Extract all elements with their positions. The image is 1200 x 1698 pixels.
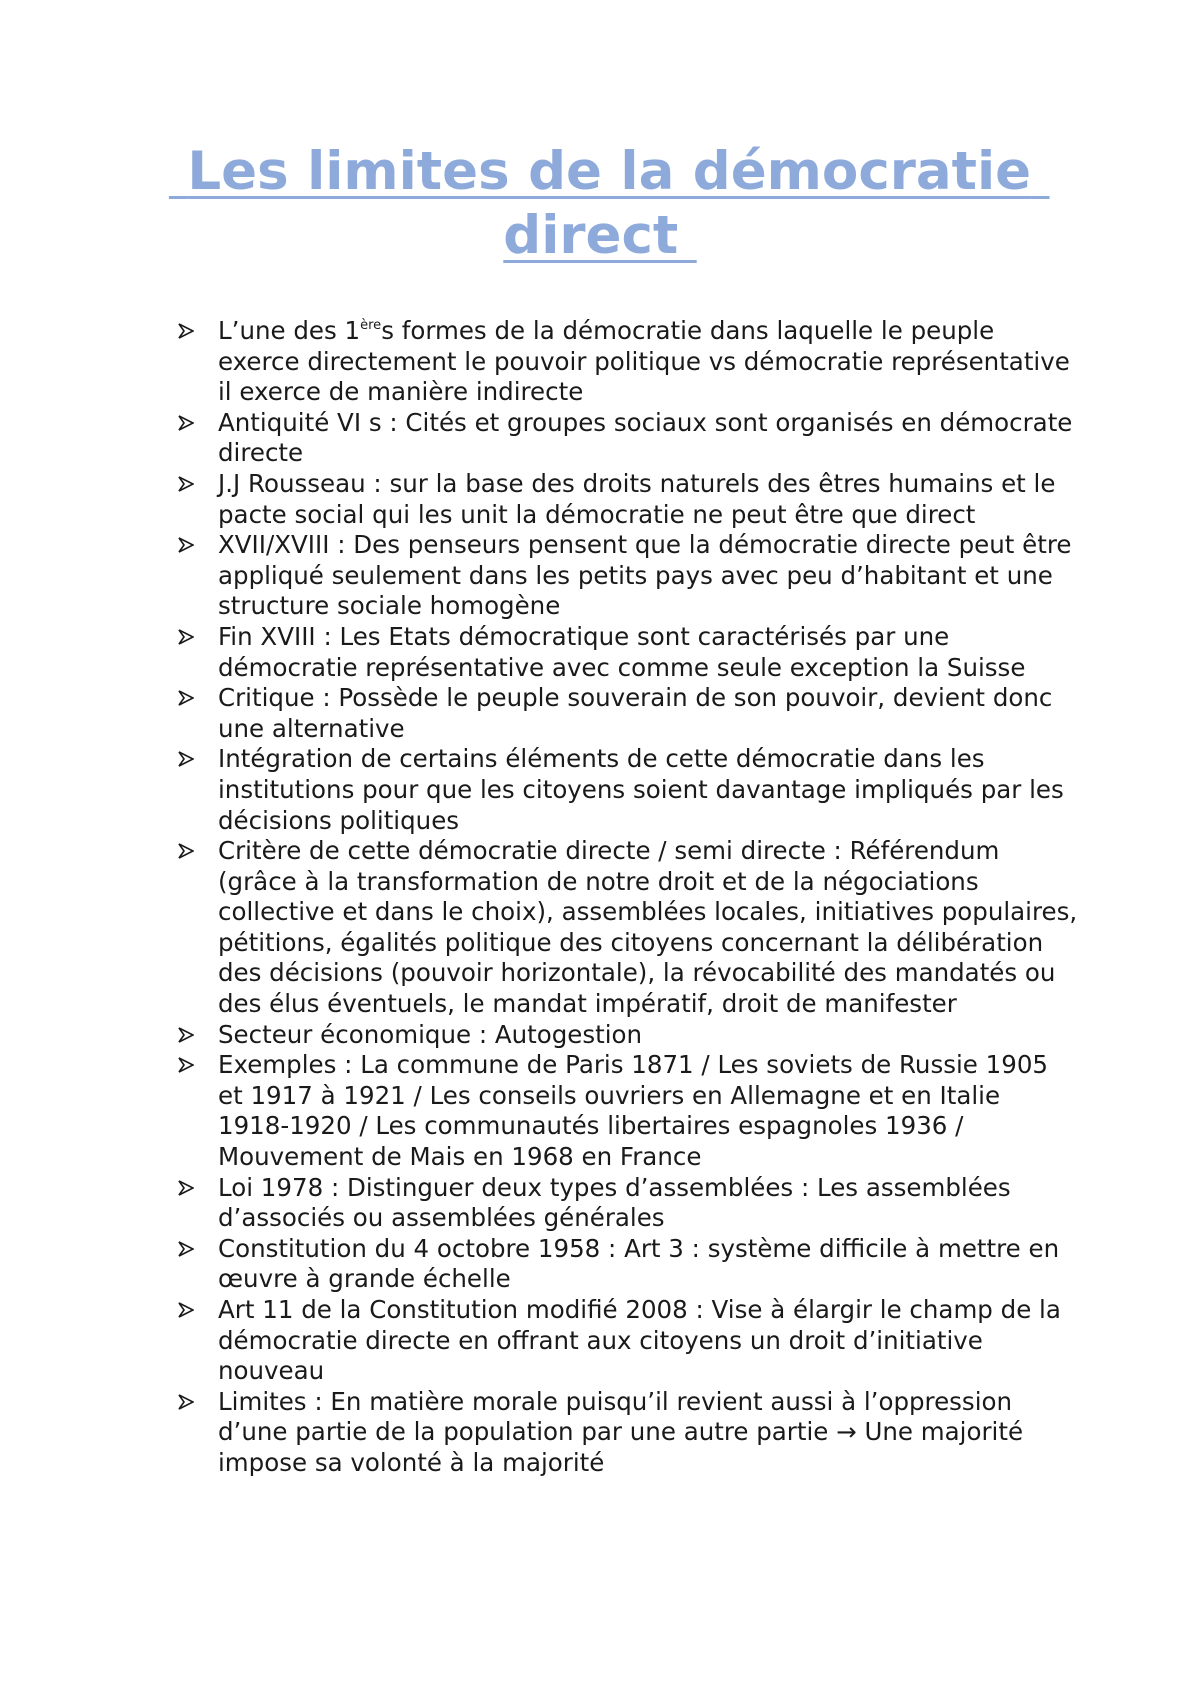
list-item-text: Fin XVIII : Les Etats démocratique sont caractérisés par une démocratie représentative avec comme seule exception la Suisse: [218, 621, 1026, 682]
list-item: [178, 1295, 1078, 1387]
list-item-text: Intégration de certains éléments de cette démocratie dans les institutions pour que les citoyens soient davantage impliqués par les décisions politiques: [218, 744, 1064, 835]
list-item-text-start: L’une des 1: [218, 316, 361, 345]
list-item-superscript: ère: [360, 318, 382, 333]
arrowhead-bullet-icon: [178, 622, 198, 652]
list-item-text: Critère de cette démocratie directe / semi directe : Référendum (grâce à la transformation de notre droit et de la négociations collective et dans le choix), assemblées locales, initiatives populaires, pétitions, égalités politique des citoyens concernant la délibération des décisions (pouvoir horizontale), la révocabilité des mandatés ou des élus éventuels, le mandat impératif, droit de manifester: [218, 836, 1078, 1019]
list-item-text: J.J Rousseau : sur la base des droits naturels des êtres humains et le pacte social qui les unit la démocratie ne peut être que direct: [218, 468, 1056, 529]
arrowhead-bullet-icon: [178, 316, 198, 346]
list-item: [178, 744, 1078, 836]
list-item: [178, 683, 1078, 744]
arrowhead-bullet-icon: [178, 1050, 198, 1080]
arrowhead-bullet-icon: [178, 744, 198, 774]
list-item-text: Limites : En matière morale puisqu’il revient aussi à l’oppression d’une partie de la population par une autre partie → Une majorité impose sa volonté à la majorité: [218, 1386, 1024, 1477]
list-item: [178, 316, 1078, 408]
list-item-text: Exemples : La commune de Paris 1871 / Les soviets de Russie 1905 et 1917 à 1921 / Les conseils ouvriers en Allemagne et en Italie 1918-1920 / Les communautés libertaires espagnoles 1936 / Mouvement de Mais en 1968 en France: [218, 1050, 1049, 1172]
list-item: [178, 469, 1078, 530]
arrowhead-bullet-icon: [178, 1387, 198, 1417]
list-item: [178, 1234, 1078, 1295]
list-item-text: Secteur économique : Autogestion: [218, 1019, 643, 1049]
page-title: Les limites de la démocratie direct: [168, 141, 1050, 266]
list-item: [178, 408, 1078, 469]
list-item-text: Art 11 de la Constitution modifié 2008 : Vise à élargir le champ de la démocratie directe en offrant aux citoyens un droit d’initiative nouveau: [218, 1295, 1061, 1386]
list-item-text: Antiquité VI s : Cités et groupes sociaux sont organisés en démocrate directe: [218, 407, 1073, 468]
list-item-text: XVII/XVIII : Des penseurs pensent que la démocratie directe peut être appliqué seulement dans les petits pays avec peu d’habitant et une structure sociale homogène: [218, 530, 1072, 621]
list-item: [178, 622, 1078, 683]
list-item: [178, 1050, 1078, 1172]
arrowhead-bullet-icon: [178, 1173, 198, 1203]
list-item: [178, 836, 1078, 1020]
list-item: [178, 530, 1078, 622]
arrowhead-bullet-icon: [178, 1020, 198, 1050]
arrowhead-bullet-icon: [178, 1234, 198, 1264]
list-item-text: Constitution du 4 octobre 1958 : Art 3 : système difficile à mettre en œuvre à grande échelle: [218, 1233, 1060, 1294]
list-item-text-end: s formes de la démocratie dans laquelle le peuple exerce directement le pouvoir politique vs démocratie représentative il exerce de manière indirecte: [218, 316, 1070, 407]
list-item-text: Critique : Possède le peuple souverain de son pouvoir, devient donc une alternative: [218, 683, 1053, 743]
list-item: [178, 1173, 1078, 1234]
arrowhead-bullet-icon: [178, 530, 198, 560]
arrowhead-bullet-icon: [178, 683, 198, 713]
arrowhead-bullet-icon: [178, 408, 198, 438]
arrowhead-bullet-icon: [178, 469, 198, 499]
list-item: [178, 1020, 1078, 1051]
list-item-text: Loi 1978 : Distinguer deux types d’assemblées : Les assemblées d’associés ou assemblées générales: [218, 1172, 1011, 1233]
arrowhead-bullet-icon: [178, 1295, 198, 1325]
list-item: [178, 1387, 1078, 1479]
arrowhead-bullet-icon: [178, 836, 198, 866]
bullet-list: [178, 316, 1078, 1479]
